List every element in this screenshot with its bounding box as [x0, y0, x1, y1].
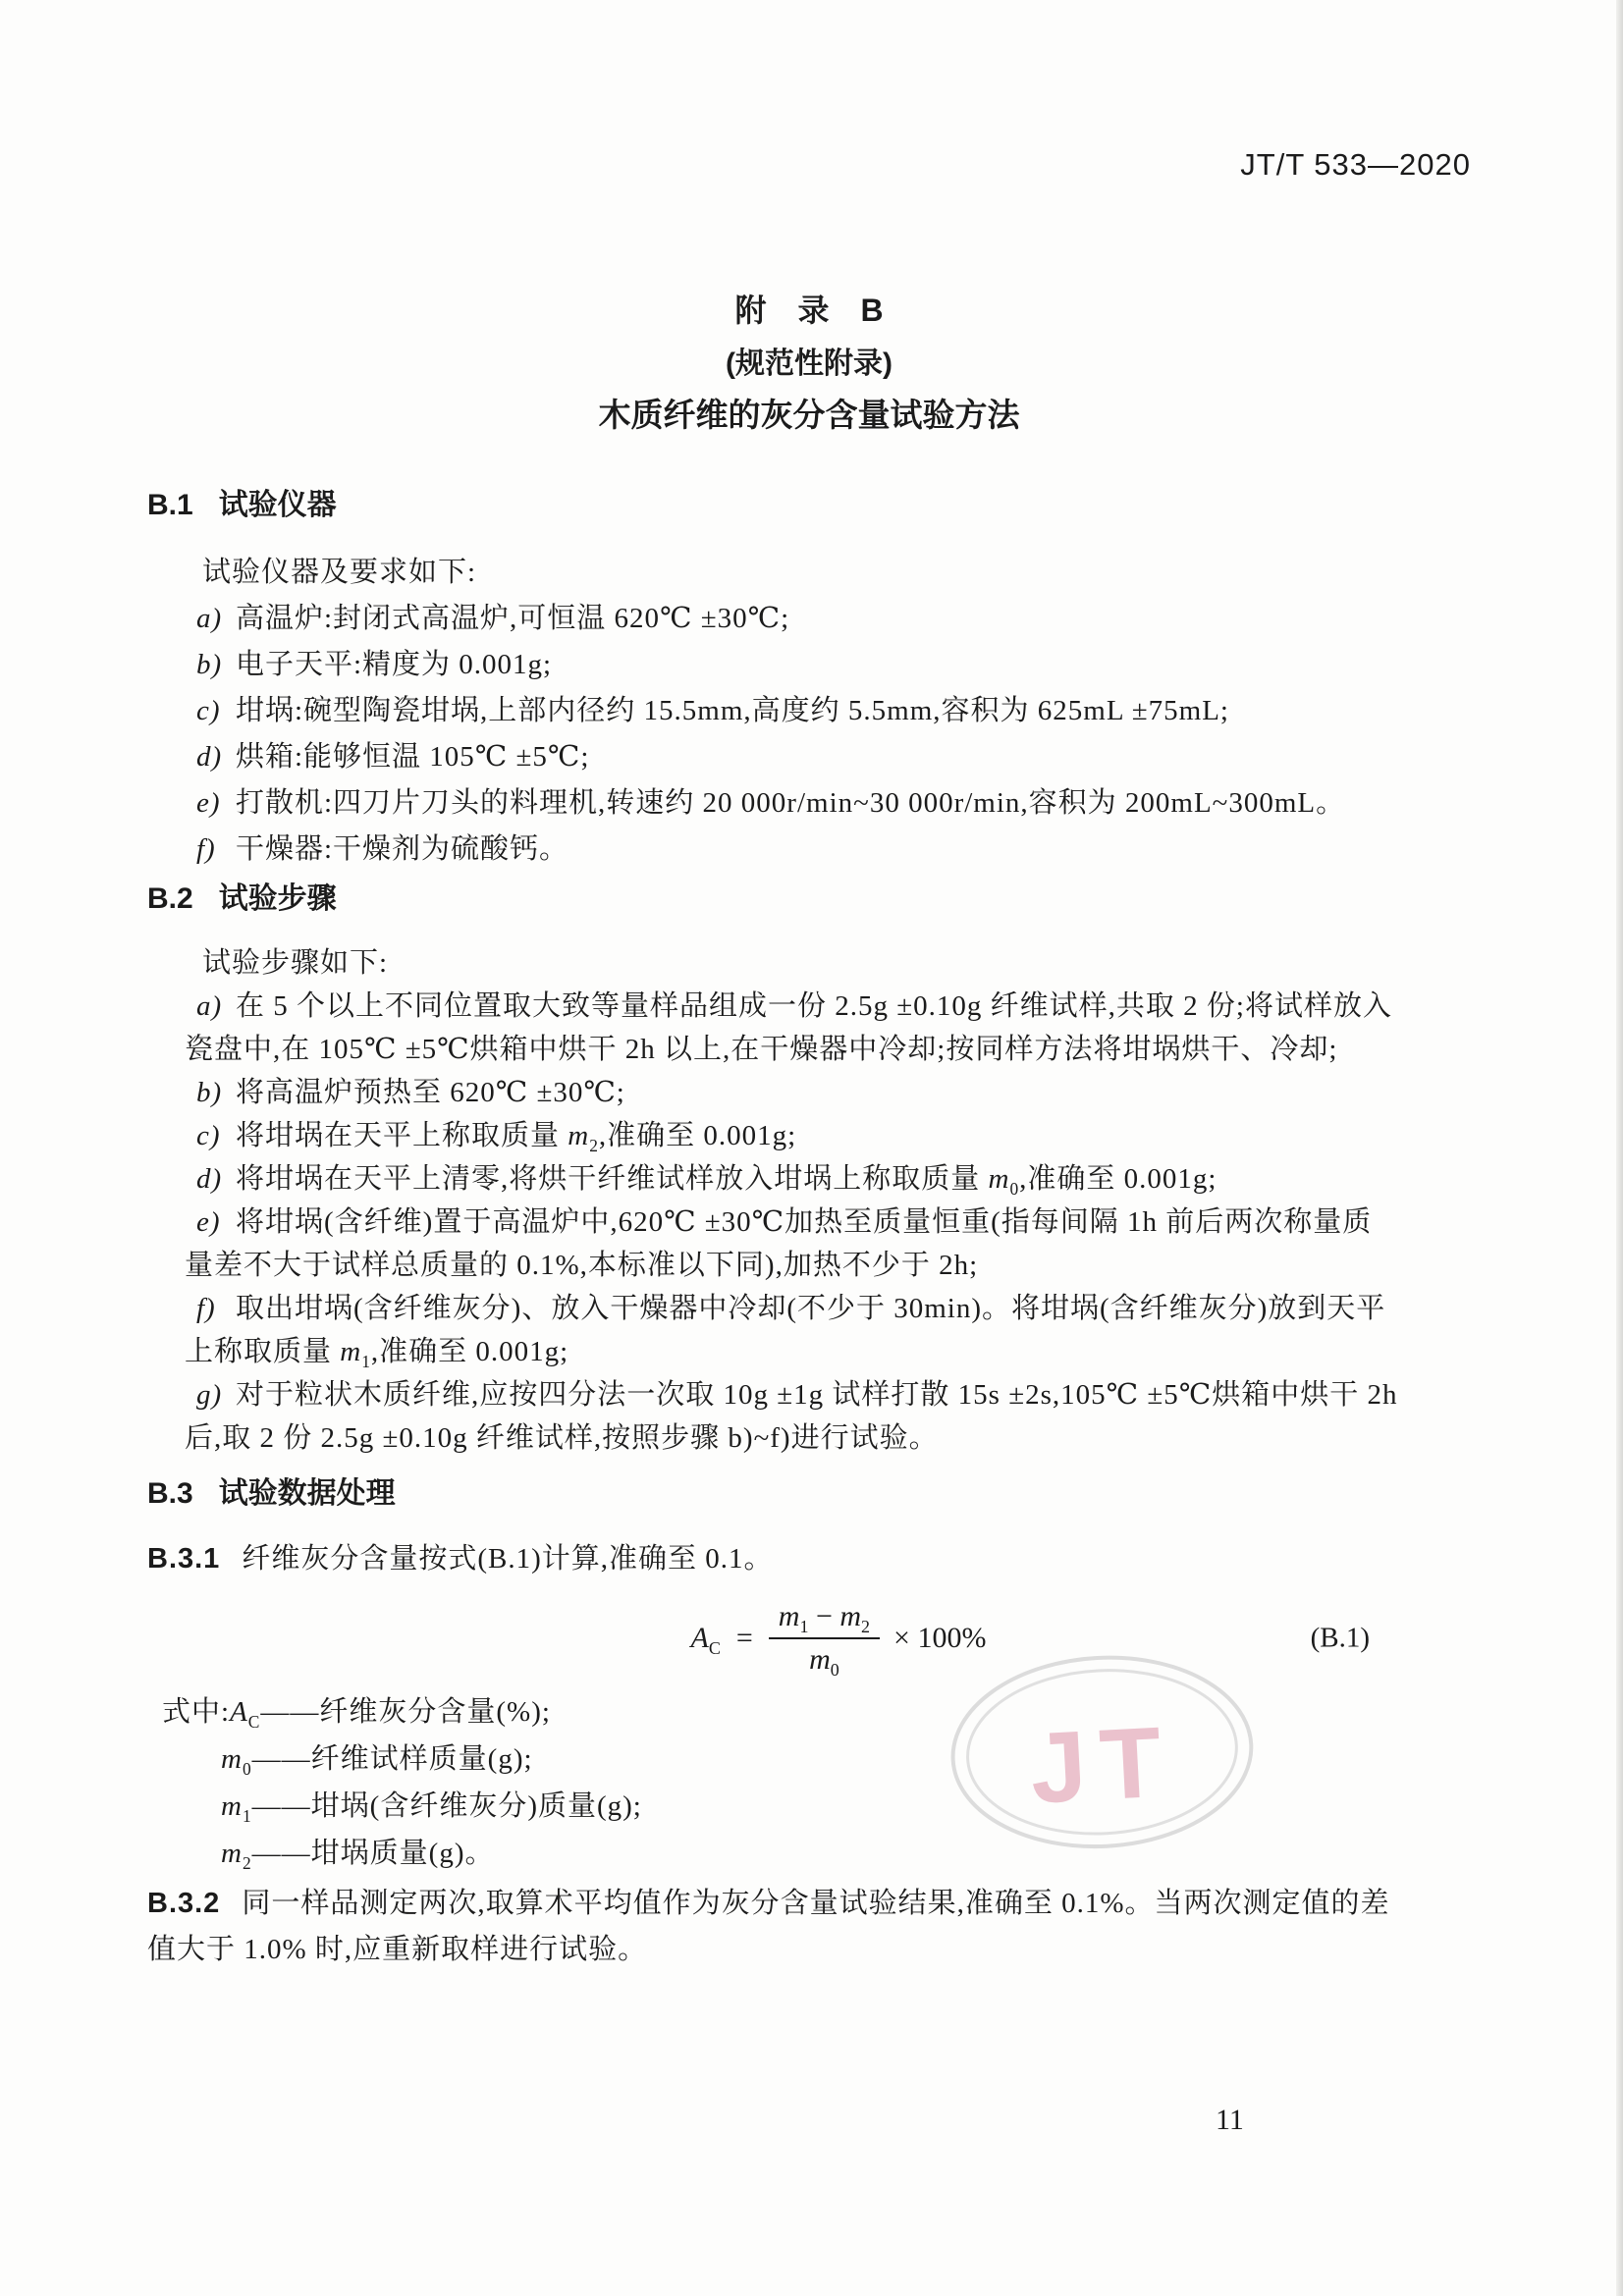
section-b1-number: B.1: [147, 489, 193, 521]
section-b2-number: B.2: [147, 882, 193, 915]
item-marker: e): [196, 1206, 221, 1238]
section-b3-number: B.3: [147, 1477, 193, 1510]
section-b2-intro: 试验步骤如下:: [202, 947, 389, 979]
item-marker: c): [196, 1120, 221, 1151]
equals-sign: =: [735, 1622, 753, 1654]
item-text: 将坩埚(含纤维)置于高温炉中,620℃ ±30℃加热至质量恒重(指每间隔 1h 前后两次称量质 量差不大于试样总质量的 0.1%,本标准以下同),加热不少于 2h;: [185, 1206, 1373, 1281]
formula-label: (B.1): [1310, 1622, 1370, 1654]
section-b2-title: 试验步骤: [218, 882, 337, 915]
item-marker: b): [196, 649, 223, 680]
formula-row: [147, 1594, 1471, 1682]
appendix-name: 木质纤维的灰分含量试验方法: [598, 397, 1020, 433]
item-marker: g): [196, 1379, 223, 1411]
section-b1-list: [147, 596, 1471, 873]
formula-lhs: $A_C$: [690, 1622, 721, 1658]
list-item: [147, 1157, 1471, 1201]
page-number: 11: [1216, 2104, 1244, 2136]
section-b3-heading: [147, 1475, 1471, 1513]
list-item: [147, 596, 1471, 642]
list-item: [147, 780, 1471, 827]
list-item: [147, 985, 1471, 1071]
item-text: 烘箱:能够恒温 105℃ ±5℃;: [236, 741, 590, 773]
clause-b31-number: B.3.1: [147, 1543, 221, 1575]
item-text: 将高温炉预热至 620℃ ±30℃;: [236, 1077, 625, 1108]
definition-line: $m_1——$坩埚(含纤维灰分)质量(g);: [221, 1790, 642, 1826]
list-item: [147, 1114, 1471, 1157]
fraction-numerator: $m_1 - m_2$: [769, 1600, 880, 1639]
section-b1-intro: 试验仪器及要求如下:: [202, 557, 477, 588]
item-text: 高温炉:封闭式高温炉,可恒温 620℃ ±30℃;: [236, 603, 790, 634]
item-marker: a): [196, 990, 223, 1022]
page-content: [0, 147, 1623, 1973]
section-b1-title: 试验仪器: [218, 489, 337, 521]
item-text: 在 5 个以上不同位置取大致等量样品组成一份 2.5g ±0.10g 纤维试样,共取 2 份;将试样放入 瓷盘中,在 105℃ ±5℃烘箱中烘干 2h 以上,在干燥器中冷却;按同样方法将坩埚烘干、冷却;: [185, 990, 1392, 1065]
fraction-denominator: $m_0$: [809, 1643, 839, 1680]
list-item: [147, 827, 1471, 873]
watermark-letters: JT: [1027, 1705, 1178, 1825]
section-b2-list: [147, 985, 1471, 1460]
clause-b32-number: B.3.2: [147, 1888, 221, 1919]
item-marker: d): [196, 1163, 223, 1195]
list-item: [147, 734, 1471, 780]
doc-number: JT/T 533—2020: [1240, 147, 1471, 182]
list-item: [147, 688, 1471, 734]
item-marker: f): [196, 1293, 216, 1324]
section-b1-heading: [147, 487, 1471, 524]
clause-b31: [147, 1536, 1471, 1582]
list-item: [147, 1373, 1471, 1460]
clause-b32-text: 同一样品测定两次,取算术平均值作为灰分含量试验结果,准确至 0.1%。当两次测定值的差 值大于 1.0% 时,应重新取样进行试验。: [147, 1888, 1390, 1965]
item-text: 打散机:四刀片刀头的料理机,转速约 20 000r/min~30 000r/min,容积为 200mL~300mL。: [236, 787, 1346, 819]
item-marker: d): [196, 741, 223, 773]
item-text: 电子天平:精度为 0.001g;: [236, 649, 553, 680]
item-marker: b): [196, 1077, 223, 1108]
list-item: [147, 1201, 1471, 1287]
definition-line: $m_0——$纤维试样质量(g);: [221, 1743, 533, 1779]
definition-line: $m_2——$坩埚质量(g)。: [221, 1838, 495, 1873]
item-marker: e): [196, 787, 221, 819]
formula-multiplier: × 100%: [893, 1622, 987, 1654]
clause-b32: [147, 1881, 1471, 1973]
item-text: 坩埚:碗型陶瓷坩埚,上部内径约 15.5mm,高度约 5.5mm,容积为 625mL ±75mL;: [236, 695, 1229, 726]
item-marker: a): [196, 603, 223, 634]
symbol-definitions: [147, 1688, 1471, 1877]
definition-line: 式中$:A_C——$纤维灰分含量(%);: [162, 1696, 551, 1732]
appendix-title: 附 录 B: [734, 293, 884, 328]
appendix-subtitle: (规范性附录): [726, 347, 893, 380]
formula: [690, 1600, 987, 1680]
list-item: [147, 642, 1471, 688]
list-item: [147, 1287, 1471, 1373]
item-marker: f): [196, 833, 216, 865]
item-text: 干燥器:干燥剂为硫酸钙。: [236, 833, 569, 865]
section-b3-title: 试验数据处理: [218, 1477, 396, 1510]
item-text: 将坩埚在天平上清零,将烘干纤维试样放入坩埚上称取质量 $m_0$,准确至 0.001g;: [236, 1163, 1217, 1199]
section-b2-heading: [147, 881, 1471, 918]
item-text: 取出坩埚(含纤维灰分)、放入干燥器中冷却(不少于 30min)。将坩埚(含纤维灰分)放到天平 上称取质量 $m_1$,准确至 0.001g;: [185, 1293, 1386, 1371]
clause-b31-text: 纤维灰分含量按式(B.1)计算,准确至 0.1。: [242, 1543, 774, 1575]
item-marker: c): [196, 695, 221, 726]
fraction: [769, 1600, 880, 1680]
item-text: 将坩埚在天平上称取质量 $m_2$,准确至 0.001g;: [236, 1120, 797, 1155]
list-item: [147, 1071, 1471, 1114]
item-text: 对于粒状木质纤维,应按四分法一次取 10g ±1g 试样打散 15s ±2s,105℃ ±5℃烘箱中烘干 2h 后,取 2 份 2.5g ±0.10g 纤维试样,按照步骤 b)~f)进行试验。: [185, 1379, 1398, 1454]
